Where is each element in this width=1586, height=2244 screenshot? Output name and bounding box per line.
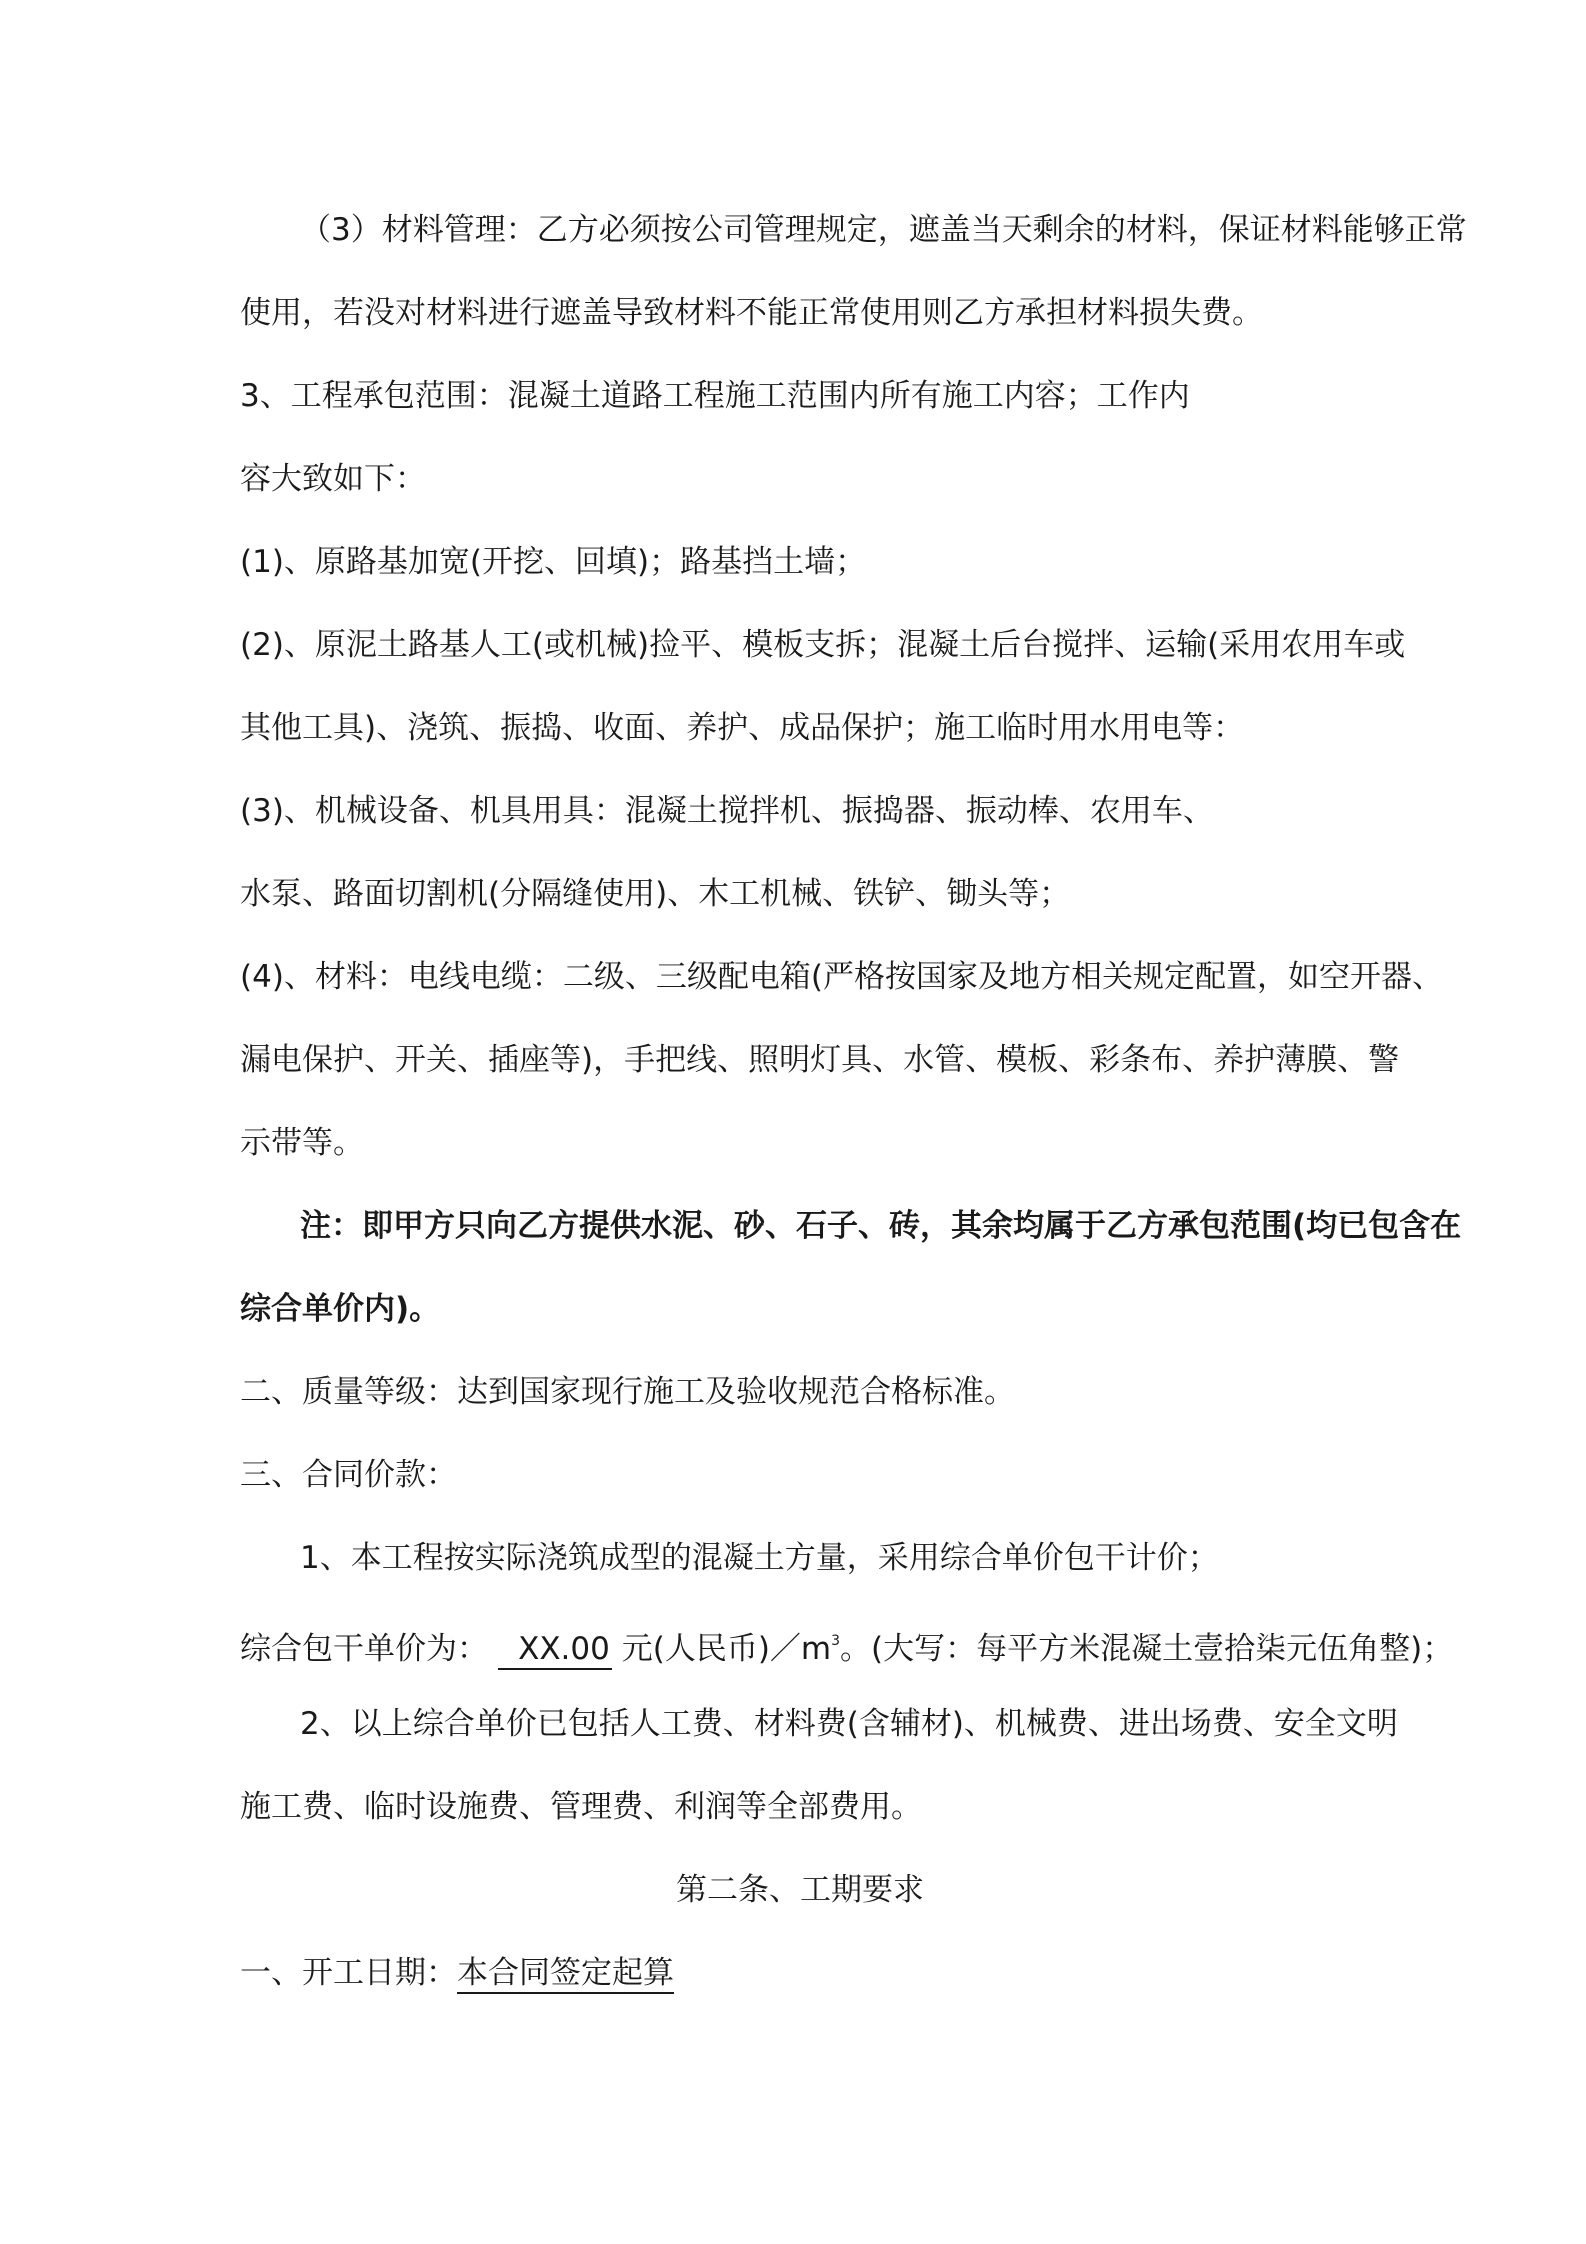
start-date-line <box>240 1951 1360 1995</box>
section-title-schedule: 第二条、工期要求 <box>676 1872 924 1908</box>
price-value: XX.00 <box>498 1630 612 1670</box>
price-unit: 元(人民币)／m <box>621 1631 832 1667</box>
paragraph-price-includes-cont: 施工费、临时设施费、管理费、利润等全部费用。 <box>240 1789 922 1825</box>
paragraph-price-includes: 2、以上综合单价已包括人工费、材料费(含辅材)、机械费、进出场费、安全文明 <box>300 1706 1398 1742</box>
note-paragraph: 注：即甲方只向乙方提供水泥、砂、石子、砖，其余均属于乙方承包范围(均已包含在 <box>300 1208 1462 1244</box>
list-item-2-cont: 其他工具)、浇筑、振捣、收面、养护、成品保护；施工临时用水用电等： <box>240 710 1245 746</box>
list-item-3: (3)、机械设备、机具用具：混凝土搅拌机、振捣器、振动棒、农用车、 <box>240 793 1214 829</box>
list-item-4-cont: 漏电保护、开关、插座等)，手把线、照明灯具、水管、模板、彩条布、养护薄膜、警 <box>240 1042 1400 1078</box>
paragraph-pricing-method: 1、本工程按实际浇筑成型的混凝土方量，采用综合单价包干计价； <box>300 1540 1219 1576</box>
paragraph-contract-scope-cont: 容大致如下： <box>240 461 426 497</box>
price-unit-superscript: 3 <box>831 1633 841 1649</box>
start-date-label: 一、开工日期： <box>240 1955 457 1991</box>
heading-quality-level: 二、质量等级：达到国家现行施工及验收规范合格标准。 <box>240 1374 1015 1410</box>
list-item-4-end: 示带等。 <box>240 1125 364 1161</box>
price-suffix: 。(大写：每平方米混凝土壹拾柒元伍角整)； <box>840 1631 1454 1667</box>
paragraph-contract-scope: 3、工程承包范围：混凝土道路工程施工范围内所有施工内容；工作内 <box>240 378 1190 414</box>
list-item-3-cont: 水泵、路面切割机(分隔缝使用)、木工机械、铁铲、锄头等； <box>240 876 1071 912</box>
list-item-4: (4)、材料：电线电缆：二级、三级配电箱(严格按国家及地方相关规定配置，如空开器、 <box>240 959 1444 995</box>
note-paragraph-cont: 综合单价内)。 <box>240 1291 441 1327</box>
list-item-1: (1)、原路基加宽(开挖、回填)；路基挡土墙； <box>240 544 867 580</box>
paragraph-material-management-cont: 使用，若没对材料进行遮盖导致材料不能正常使用则乙方承担材料损失费。 <box>240 295 1263 331</box>
paragraph-material-management: （3）材料管理：乙方必须按公司管理规定，遮盖当天剩余的材料，保证材料能够正常 <box>300 212 1467 248</box>
price-label: 综合包干单价为： <box>240 1631 488 1667</box>
list-item-2: (2)、原泥土路基人工(或机械)捡平、模板支拆；混凝土后台搅拌、运输(采用农用车或 <box>240 627 1406 663</box>
start-date-value: 本合同签定起算 <box>457 1954 674 1994</box>
heading-contract-price: 三、合同价款： <box>240 1457 457 1493</box>
price-line <box>240 1619 1454 1667</box>
